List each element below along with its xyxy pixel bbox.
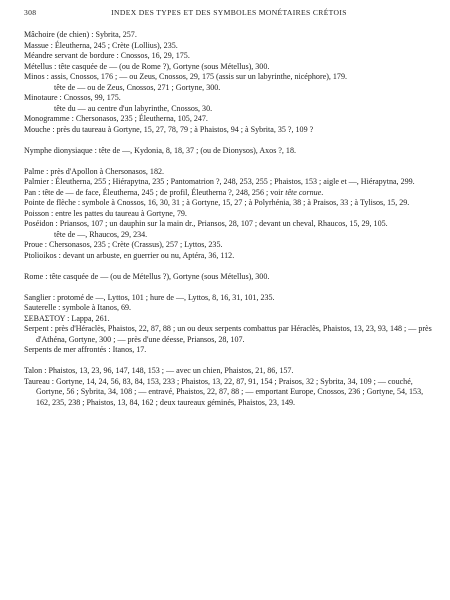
index-entry <box>24 377 434 409</box>
entry-text: Pointe de flèche : symbole à Cnossos, 16, 30, 31 ; à Gortyne, 15, 27 ; à Polyrhénia, 38 ; à Praisos, 33 ; à Tylisos, 15, 29. <box>24 198 410 207</box>
entry-italic-ref: tête cornue <box>285 187 322 197</box>
index-entry <box>24 125 434 136</box>
index-entry <box>24 41 434 52</box>
index-entry <box>24 345 434 356</box>
index-subentry <box>54 83 434 94</box>
running-title: INDEX DES TYPES ET DES SYMBOLES MONÉTAIRES CRÉTOIS <box>111 8 347 17</box>
section-gap <box>24 282 434 293</box>
index-entry <box>24 62 434 73</box>
index-entry <box>24 272 434 283</box>
entry-text: Poséidon : Priansos, 107 ; un dauphin sur la main dr., Priansos, 28, 107 ; devant un cheval, Rhaucos, 15, 29, 105. <box>24 219 388 228</box>
section-gap <box>24 261 434 272</box>
entry-text: Méandre servant de bordure : Cnossos, 16, 29, 175. <box>24 51 190 60</box>
index-entry <box>24 51 434 62</box>
entry-text: tête du — au centre d'un labyrinthe, Cnossos, 30. <box>54 103 213 113</box>
entry-text: Mâchoire (de chien) : Sybrita, 257. <box>24 30 137 39</box>
index-entry <box>24 146 434 157</box>
entry-text: Taureau : Gortyne, 14, 24, 56, 83, 84, 153, 233 ; Phaistos, 13, 22, 87, 91, 154 ; Praisos, 32 ; Sybrita, 34, 109 ; — couché, Gortyne, 56 ; Sybrita, 34, 108 ; — entravé, Phaistos, 22, 87, 88 ; — emportant Europe, Cnossos, 236 ; Gortyne, 54, 153, 162, 235, 238 ; Phaistos, 13, 84, 162 ; deux taureaux géminés, Phaistos, 23, 149. <box>24 376 424 407</box>
index-entry <box>24 209 434 220</box>
index-entry <box>24 198 434 209</box>
entry-text: Nymphe dionysiaque : tête de —, Kydonia, 8, 18, 37 ; (ou de Dionysos), Axos ?, 18. <box>24 145 296 155</box>
index-entry <box>24 251 434 262</box>
index-entry <box>24 303 434 314</box>
entry-text: Sanglier : protomé de —, Lyttos, 101 ; hure de —, Lyttos, 8, 16, 31, 101, 235. <box>24 292 275 302</box>
entry-suffix: . <box>321 187 324 197</box>
index-entry <box>24 177 434 188</box>
index-entry <box>24 314 434 325</box>
entry-text: Rome : tête casquée de — (ou de Métellus ?), Gortyne (sous Métellus), 300. <box>24 271 270 281</box>
index-entry <box>24 93 434 104</box>
index-entry <box>24 167 434 178</box>
page-number: 308 <box>24 8 37 17</box>
section-gap <box>24 135 434 146</box>
index-entry <box>24 366 434 377</box>
index-entry <box>24 219 434 230</box>
index-subentry <box>54 230 434 241</box>
section-gap <box>24 156 434 167</box>
index-entry <box>24 240 434 251</box>
entry-text: Minotaure : Cnossos, 99, 175. <box>24 93 121 102</box>
index-entry <box>24 188 434 199</box>
entry-text: Poisson : entre les pattes du taureau à Gortyne, 79. <box>24 208 187 218</box>
entry-text: Pan : tête de — de face, Éleutherna, 245 ; de profil, Éleutherna ?, 248, 256 ; voir <box>24 187 286 197</box>
entry-text: ΣΕΒΑΣΤΟΥ : Lappa, 261. <box>24 313 110 323</box>
entry-text: Ptolioikos : devant un arbuste, en guerrier ou nu, Aptéra, 36, 112. <box>24 250 235 260</box>
entry-text: Palme : près d'Apollon à Chersonasos, 182. <box>24 166 165 176</box>
entry-text: Massue : Éleutherna, 245 ; Crète (Lollius), 235. <box>24 40 178 50</box>
entry-text: tête de —, Rhaucos, 29, 234. <box>54 229 148 239</box>
entry-text: Serpents de mer affrontés : Itanos, 17. <box>24 345 147 354</box>
index-entry <box>24 324 434 345</box>
index-subentry <box>54 104 434 115</box>
entry-text: Sauterelle : symbole à Itanos, 69. <box>24 303 132 312</box>
index-entry <box>24 293 434 304</box>
entry-text: Minos : assis, Cnossos, 176 ; — ou Zeus, Cnossos, 29, 175 (assis sur un labyrinthe, nicéphore), 179. <box>24 72 347 81</box>
index-entry <box>24 114 434 125</box>
running-header <box>24 8 434 20</box>
entry-text: Mouche : près du taureau à Gortyne, 15, 27, 78, 79 ; à Phaistos, 94 ; à Sybrita, 35 ?, 109 ? <box>24 124 314 134</box>
entry-text: Talon : Phaistos, 13, 23, 96, 147, 148, 153 ; — avec un chien, Phaistos, 21, 86, 157. <box>24 366 294 375</box>
entry-text: Palmier : Éleutherna, 255 ; Hiérapytna, 235 ; Pantomatrion ?, 248, 253, 255 ; Phaistos, 153 ; aigle et —, Hiérapytna, 299. <box>24 177 415 186</box>
entry-text: Monogramme : Chersonasos, 235 ; Éleutherna, 105, 247. <box>24 114 208 123</box>
index-entries <box>24 30 434 408</box>
entry-text: Serpent : près d'Héraclès, Phaistos, 22, 87, 88 ; un ou deux serpents combattus par Héraclès, Phaistos, 13, 23, 93, 148 ; — près d'Athéna, Gortyne, 300 ; — près d'une déesse, Priansos, 28, 107. <box>24 324 432 344</box>
index-entry <box>24 72 434 83</box>
index-entry <box>24 30 434 41</box>
entry-text: tête de — ou de Zeus, Cnossos, 271 ; Gortyne, 300. <box>54 82 221 92</box>
entry-text: Métellus : tête casquée de — (ou de Rome ?), Gortyne (sous Métellus), 300. <box>24 61 270 71</box>
entry-text: Proue : Chersonasos, 235 ; Crète (Crassus), 257 ; Lyttos, 235. <box>24 240 223 249</box>
section-gap <box>24 356 434 367</box>
